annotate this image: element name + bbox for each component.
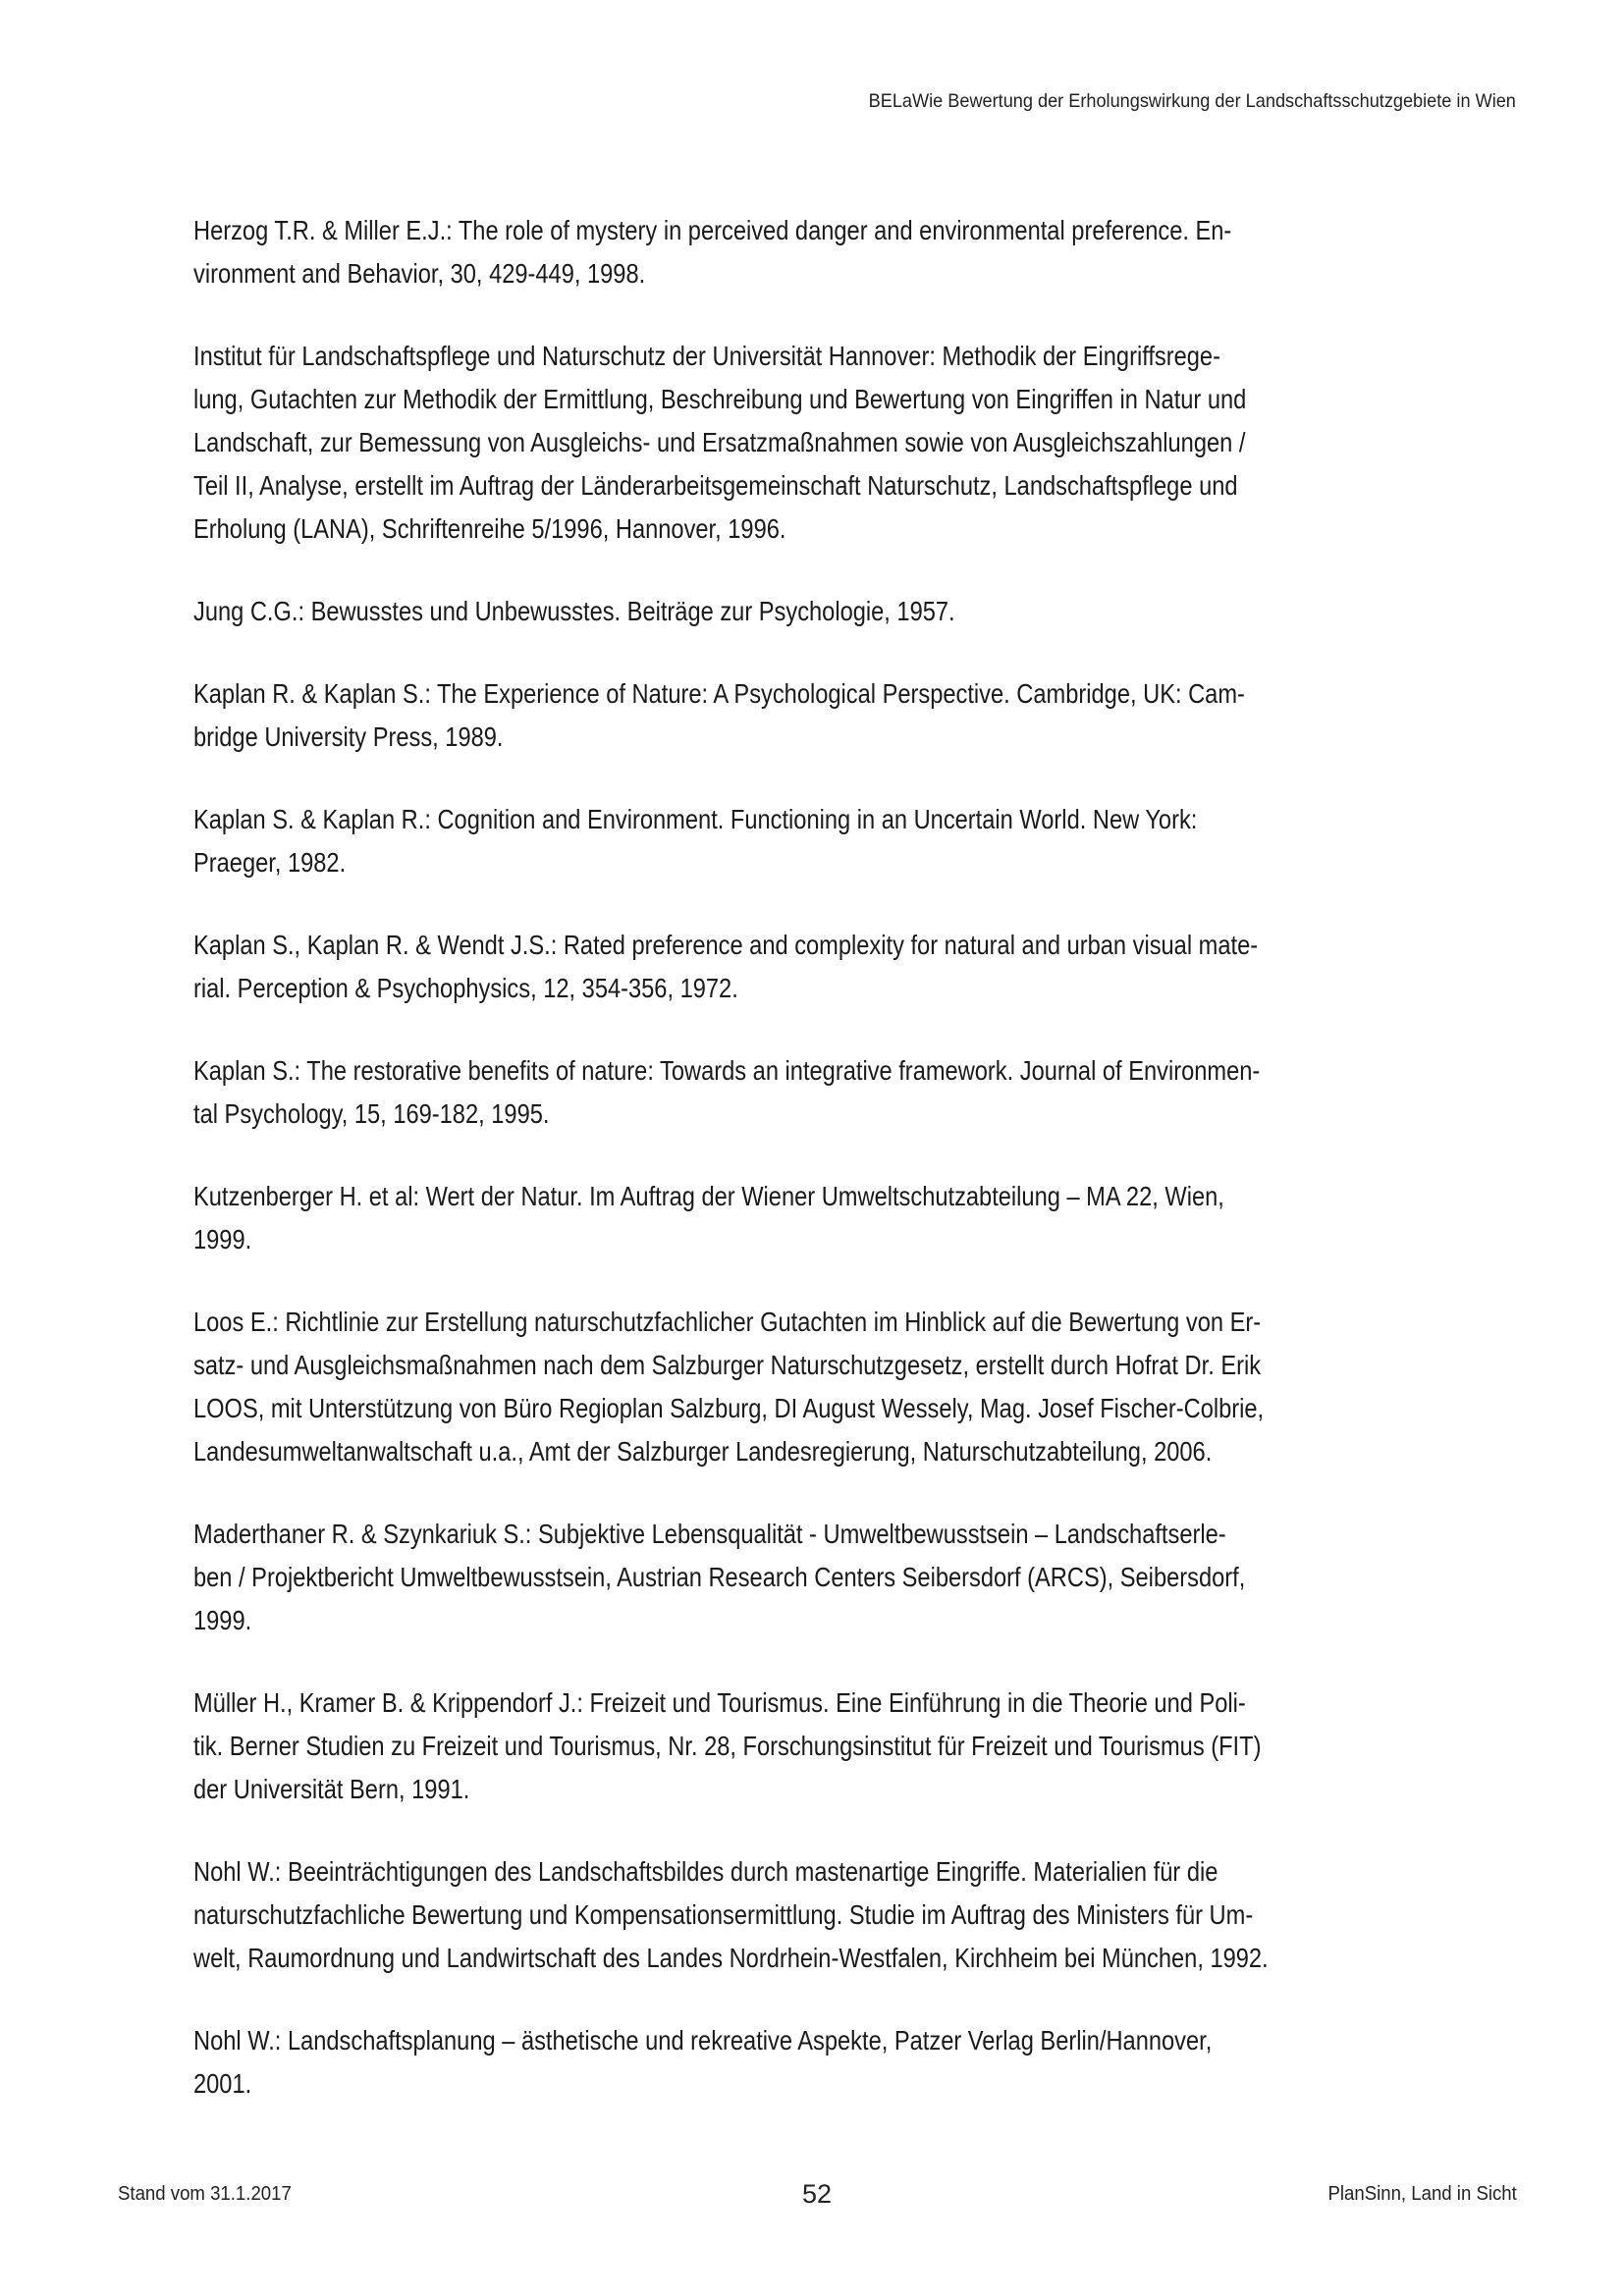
reference-entry (193, 1850, 1440, 1980)
reference-line: naturschutzfachliche Bewertung und Kompensationsermittlung. Studie im Auftrag des Ministers für Um- (193, 1899, 1254, 1930)
reference-line: 1999. (193, 1224, 252, 1255)
reference-line: 2001. (193, 2068, 252, 2099)
reference-line: Jung C.G.: Bewusstes und Unbewusstes. Beiträge zur Psychologie, 1957. (193, 596, 955, 626)
reference-line: Teil II, Analyse, erstellt im Auftrag der Länderarbeitsgemeinschaft Naturschutz, Landschaftspflege und (193, 470, 1238, 501)
reference-entry (193, 1682, 1440, 1811)
reference-line: Kaplan S. & Kaplan R.: Cognition and Environment. Functioning in an Uncertain World. New York: (193, 804, 1198, 834)
reference-line: Herzog T.R. & Miller E.J.: The role of mystery in perceived danger and environmental preference. En- (193, 215, 1232, 245)
reference-line: 1999. (193, 1605, 252, 1635)
page-footer (0, 2177, 1624, 2216)
reference-line: Praeger, 1982. (193, 847, 347, 878)
reference-line: rial. Perception & Psychophysics, 12, 354-356, 1972. (193, 973, 738, 1003)
reference-entry (193, 1301, 1440, 1473)
reference-line: Kutzenberger H. et al: Wert der Natur. Im Auftrag der Wiener Umweltschutzabteilung – MA 22, Wien, (193, 1181, 1224, 1211)
reference-entry (193, 209, 1440, 295)
reference-line: Landschaft, zur Bemessung von Ausgleichs- und Ersatzmaßnahmen sowie von Ausgleichszahlungen / (193, 427, 1246, 457)
reference-line: Nohl W.: Landschaftsplanung – ästhetische und rekreative Aspekte, Patzer Verlag Berlin/Hannover, (193, 2025, 1213, 2056)
reference-line: Maderthaner R. & Szynkariuk S.: Subjektive Lebensqualität - Umweltbewusstsein – Landschaftserle- (193, 1519, 1226, 1549)
header-title: BELaWie Bewertung der Erholungswirkung der Landschaftsschutzgebiete in Wien (868, 90, 1516, 112)
reference-list (193, 209, 1440, 2145)
reference-entry (193, 1513, 1440, 1642)
reference-line: der Universität Bern, 1991. (193, 1774, 470, 1804)
reference-entry (193, 672, 1440, 759)
reference-entry (193, 335, 1440, 551)
reference-line: ben / Projektbericht Umweltbewusstsein, Austrian Research Centers Seibersdorf (ARCS), Seibersdorf, (193, 1562, 1246, 1592)
reference-line: tik. Berner Studien zu Freizeit und Tourismus, Nr. 28, Forschungsinstitut für Freizeit und Tourismus (FIT) (193, 1731, 1262, 1761)
reference-line: Institut für Landschaftspflege und Naturschutz der Universität Hannover: Methodik der Eingriffsrege- (193, 341, 1220, 371)
reference-line: vironment and Behavior, 30, 429-449, 1998. (193, 258, 646, 289)
reference-line: satz- und Ausgleichsmaßnahmen nach dem Salzburger Naturschutzgesetz, erstellt durch Hofrat Dr. Erik (193, 1350, 1262, 1380)
reference-line: bridge University Press, 1989. (193, 721, 504, 752)
reference-line: Erholung (LANA), Schriftenreihe 5/1996, Hannover, 1996. (193, 513, 786, 544)
page-header (869, 90, 1516, 113)
reference-line: Landesumweltanwaltschaft u.a., Amt der Salzburger Landesregierung, Naturschutzabteilung, 2006. (193, 1436, 1213, 1467)
reference-line: Müller H., Kramer B. & Krippendorf J.: Freizeit und Tourismus. Eine Einführung in die Theorie und Poli- (193, 1687, 1246, 1718)
reference-entry (193, 590, 1440, 633)
footer-date: Stand vom 31.1.2017 (118, 2183, 292, 2205)
reference-line: Loos E.: Richtlinie zur Erstellung naturschutzfachlicher Gutachten im Hinblick auf die Bewertung von Er- (193, 1307, 1262, 1337)
page-number: 52 (801, 2179, 833, 2209)
reference-line: Kaplan S., Kaplan R. & Wendt J.S.: Rated preference and complexity for natural and urban visual mate- (193, 930, 1259, 960)
reference-entry (193, 1049, 1440, 1136)
reference-entry (193, 2019, 1440, 2106)
reference-line: Nohl W.: Beeinträchtigungen des Landschaftsbildes durch mastenartige Eingriffe. Materialien für die (193, 1856, 1218, 1887)
footer-publisher: PlanSinn, Land in Sicht (1327, 2183, 1517, 2205)
reference-line: Kaplan S.: The restorative benefits of nature: Towards an integrative framework. Journal of Environmen- (193, 1055, 1261, 1086)
reference-line: Kaplan R. & Kaplan S.: The Experience of Nature: A Psychological Perspective. Cambridge, UK: Cam- (193, 678, 1245, 709)
reference-entry (193, 1175, 1440, 1261)
reference-line: tal Psychology, 15, 169-182, 1995. (193, 1098, 550, 1129)
reference-entry (193, 798, 1440, 884)
reference-line: lung, Gutachten zur Methodik der Ermittlung, Beschreibung und Bewertung von Eingriffen in Natur und (193, 384, 1247, 414)
reference-line: LOOS, mit Unterstützung von Büro Regioplan Salzburg, DI August Wessely, Mag. Josef Fischer-Colbrie, (193, 1393, 1265, 1423)
reference-line: welt, Raumordnung und Landwirtschaft des Landes Nordrhein-Westfalen, Kirchheim bei München, 1992. (193, 1943, 1269, 1973)
reference-entry (193, 924, 1440, 1010)
